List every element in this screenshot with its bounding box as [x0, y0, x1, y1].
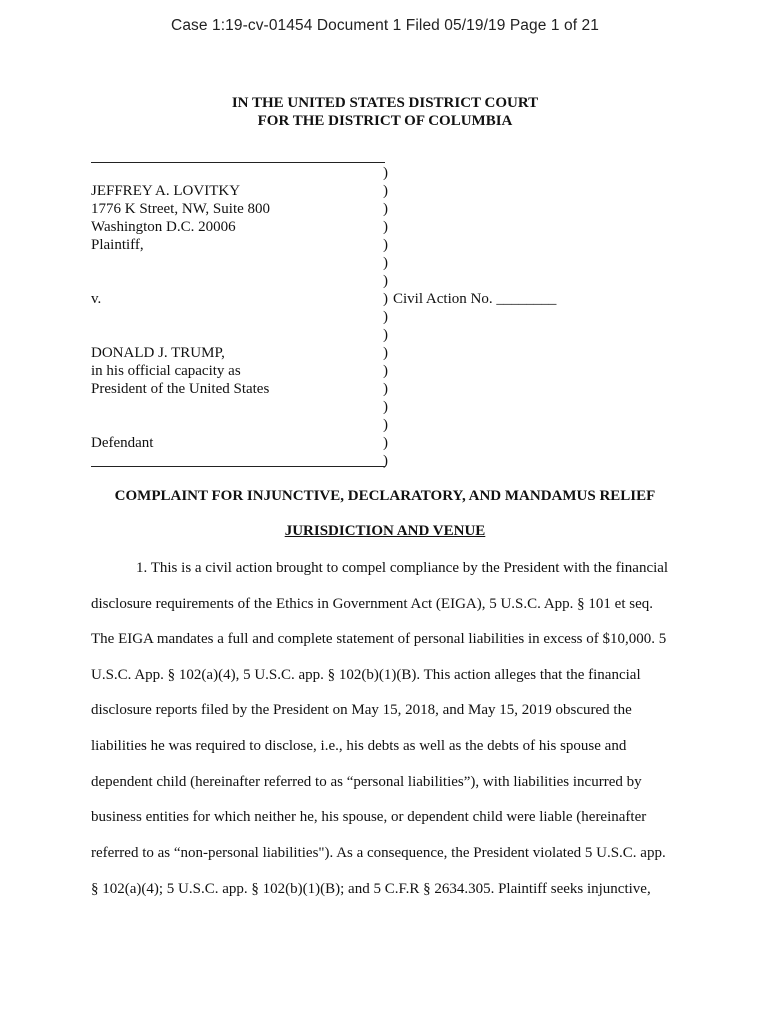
caption-top-rule [91, 162, 385, 163]
versus-label: v. [91, 291, 102, 307]
caption-paren: ) [383, 363, 388, 379]
body-line: disclosure reports filed by the President on May 15, 2018, and May 15, 2019 obscured the [91, 702, 632, 718]
court-name-line-2: FOR THE DISTRICT OF COLUMBIA [257, 113, 513, 129]
caption-paren: ) [383, 165, 388, 181]
caption-paren: ) [383, 453, 388, 469]
body-line: business entities for which neither he, his spouse, or dependent child were liable (hereinafter [91, 809, 647, 825]
body-line: referred to as “non-personal liabilities"). As a consequence, the President violated 5 U.S.C. app. [91, 845, 666, 861]
complaint-title: COMPLAINT FOR INJUNCTIVE, DECLARATORY, AND MANDAMUS RELIEF [114, 488, 656, 504]
caption-paren: ) [383, 381, 388, 397]
caption-paren: ) [383, 219, 388, 235]
caption-paren: ) [383, 327, 388, 343]
plaintiff-address-line-1: 1776 K Street, NW, Suite 800 [91, 201, 271, 217]
body-line: The EIGA mandates a full and complete statement of personal liabilities in excess of $10,000. 5 [91, 631, 667, 647]
caption-paren: ) [383, 291, 388, 307]
caption-paren: ) [383, 417, 388, 433]
defendant-capacity-line-2: President of the United States [91, 381, 270, 397]
body-line: liabilities he was required to disclose, i.e., his debts as well as the debts of his spouse and [91, 738, 627, 754]
plaintiff-name: JEFFREY A. LOVITKY [91, 183, 241, 199]
body-line: 1. This is a civil action brought to compel compliance by the President with the financial [136, 560, 669, 576]
body-line: dependent child (hereinafter referred to as “personal liabilities”), with liabilities incurred by [91, 774, 642, 790]
plaintiff-role: Plaintiff, [91, 237, 144, 253]
defendant-name: DONALD J. TRUMP, [91, 345, 225, 361]
caption-paren: ) [383, 399, 388, 415]
court-name-line-1: IN THE UNITED STATES DISTRICT COURT [231, 95, 539, 111]
case-header: Case 1:19-cv-01454 Document 1 Filed 05/19/19 Page 1 of 21 [171, 17, 599, 34]
caption-paren: ) [383, 183, 388, 199]
body-line: disclosure requirements of the Ethics in Government Act (EIGA), 5 U.S.C. App. § 101 et seq. [91, 596, 653, 612]
caption-paren: ) [383, 255, 388, 271]
caption-paren: ) [383, 201, 388, 217]
plaintiff-address-line-2: Washington D.C. 20006 [91, 219, 236, 235]
defendant-role: Defendant [91, 435, 154, 451]
defendant-capacity-line-1: in his official capacity as [91, 363, 241, 379]
civil-action-number: Civil Action No. ________ [393, 291, 557, 307]
caption-paren: ) [383, 345, 388, 361]
caption-paren: ) [383, 435, 388, 451]
body-line: § 102(a)(4); 5 U.S.C. app. § 102(b)(1)(B); and 5 C.F.R § 2634.305. Plaintiff seeks injunctive, [91, 881, 651, 897]
caption-bottom-rule [91, 466, 385, 467]
caption-paren-column [383, 164, 393, 470]
body-line: U.S.C. App. § 102(a)(4), 5 U.S.C. app. § 102(b)(1)(B). This action alleges that the financial [91, 667, 641, 683]
caption-paren: ) [383, 273, 388, 289]
caption-paren: ) [383, 237, 388, 253]
caption-paren: ) [383, 309, 388, 325]
section-heading: JURISDICTION AND VENUE [284, 523, 486, 539]
